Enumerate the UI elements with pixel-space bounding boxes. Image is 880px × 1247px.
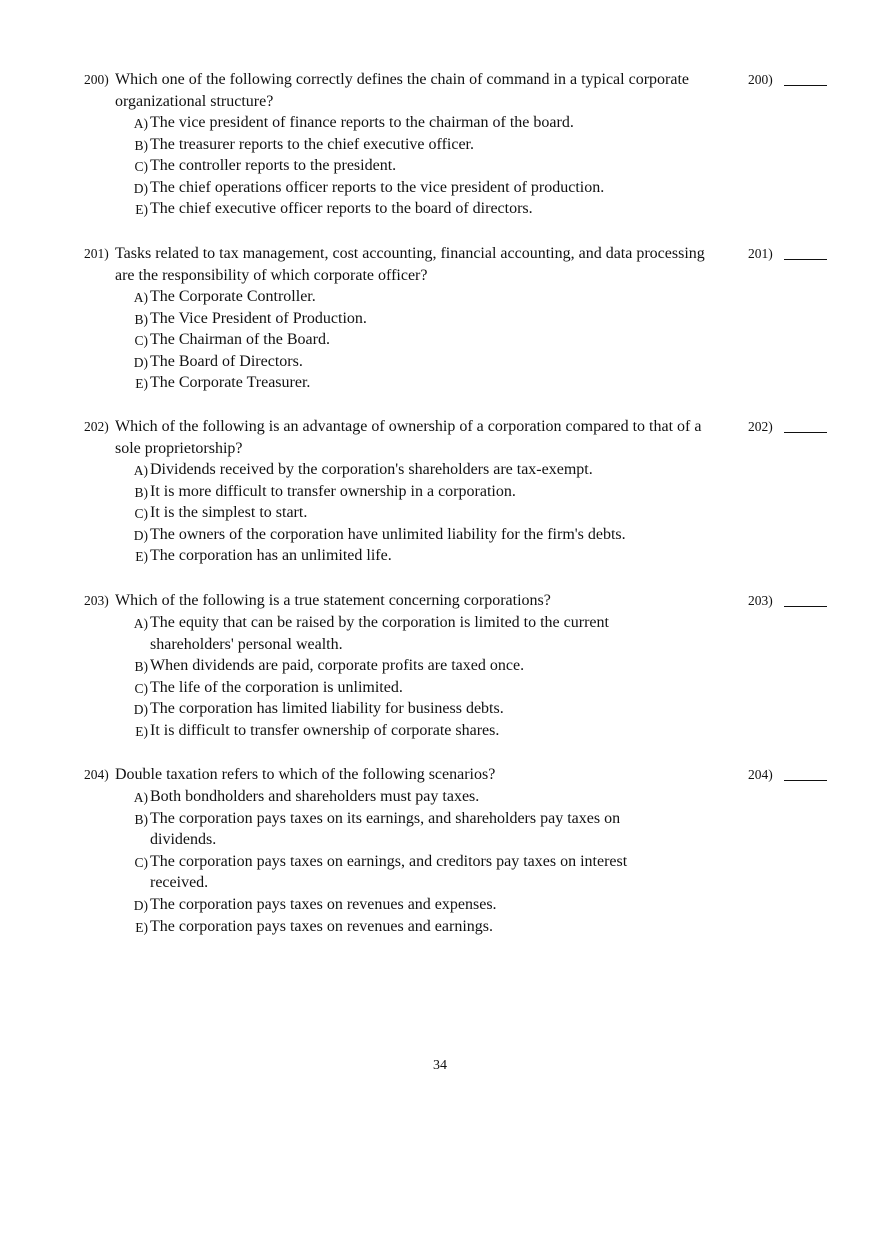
question-text: Double taxation refers to which of the following scenarios?: [115, 766, 496, 783]
question-text: Which of the following is a true statement concerning corporations?: [115, 592, 551, 609]
option-text: The corporation pays taxes on earnings, and creditors pay taxes on interest received.: [150, 852, 628, 892]
option-b[interactable]: [131, 308, 671, 330]
option-letter: B): [134, 484, 148, 500]
answer-number: 203): [748, 593, 773, 608]
answer-blank[interactable]: [784, 606, 827, 607]
answer-slot: [748, 764, 830, 786]
option-letter: C): [134, 854, 148, 870]
question-text: Which one of the following correctly defines the chain of command in a typical corporate organizational structure?: [115, 71, 690, 110]
option-letter: A): [133, 290, 148, 305]
option-text: The Vice President of Production.: [150, 309, 367, 327]
option-d[interactable]: [131, 894, 661, 916]
option-letter: B): [134, 811, 148, 827]
option-text: The corporation has limited liability for business debts.: [150, 700, 504, 718]
option-letter: D): [133, 702, 148, 718]
answer-slot: [748, 590, 830, 612]
option-letter: D): [133, 897, 148, 913]
option-letter: E): [135, 919, 148, 935]
option-text: The vice president of finance reports to the chairman of the board.: [150, 114, 574, 131]
option-text: The corporation has an unlimited life.: [150, 547, 392, 565]
option-letter: E): [135, 376, 148, 392]
option-d[interactable]: [131, 177, 671, 199]
answer-slot: [748, 69, 830, 91]
option-text: The owners of the corporation have unlimited liability for the firm's debts.: [150, 525, 626, 543]
option-letter: E): [135, 549, 148, 565]
option-text: The chief operations officer reports to the vice president of production.: [150, 178, 605, 196]
question-number: 204): [84, 767, 109, 782]
option-letter: B): [134, 137, 148, 153]
option-letter: E): [135, 202, 148, 218]
option-e[interactable]: [131, 198, 671, 220]
option-c[interactable]: [131, 851, 661, 894]
option-a[interactable]: [131, 612, 651, 655]
question-number: 200): [84, 72, 109, 87]
option-e[interactable]: [131, 372, 671, 394]
option-c[interactable]: [131, 502, 671, 524]
option-b[interactable]: [131, 134, 671, 156]
option-text: The life of the corporation is unlimited.: [150, 678, 403, 696]
option-b[interactable]: [131, 481, 671, 503]
option-list: [131, 112, 671, 220]
option-letter: B): [134, 311, 148, 327]
option-c[interactable]: [131, 329, 671, 351]
page-number: 34: [433, 1058, 447, 1073]
option-text: The corporation pays taxes on its earnings, and shareholders pay taxes on dividends.: [150, 809, 621, 849]
answer-slot: [748, 416, 830, 438]
option-d[interactable]: [131, 698, 651, 720]
option-letter: A): [133, 616, 148, 631]
option-text: The Board of Directors.: [150, 352, 303, 370]
option-letter: D): [133, 180, 148, 196]
option-list: [131, 286, 671, 394]
option-e[interactable]: [131, 545, 671, 567]
question-number: 201): [84, 246, 109, 261]
option-text: The Chairman of the Board.: [150, 331, 330, 349]
option-c[interactable]: [131, 677, 651, 699]
option-letter: D): [133, 527, 148, 543]
option-text: It is more difficult to transfer ownership in a corporation.: [150, 482, 516, 500]
option-text: The corporation pays taxes on revenues and earnings.: [150, 917, 493, 935]
question-text: Which of the following is an advantage of ownership of a corporation compared to that of a sole proprietorship?: [115, 418, 702, 457]
option-b[interactable]: [131, 655, 651, 677]
question-text: Tasks related to tax management, cost accounting, financial accounting, and data processing are the responsibility of which corporate officer?: [115, 245, 705, 284]
option-letter: C): [134, 159, 148, 175]
option-text: The corporation pays taxes on revenues and expenses.: [150, 895, 497, 913]
option-a[interactable]: [131, 286, 671, 308]
option-text: The equity that can be raised by the corporation is limited to the current shareholders' personal wealth.: [150, 614, 609, 653]
option-letter: E): [135, 723, 148, 739]
option-text: Both bondholders and shareholders must pay taxes.: [150, 788, 480, 805]
option-a[interactable]: [131, 459, 671, 481]
option-list: [131, 786, 661, 937]
option-letter: B): [134, 659, 148, 675]
answer-slot: [748, 243, 830, 265]
option-text: It is difficult to transfer ownership of corporate shares.: [150, 721, 500, 739]
option-letter: D): [133, 354, 148, 370]
option-a[interactable]: [131, 112, 671, 134]
option-e[interactable]: [131, 720, 651, 742]
option-list: [131, 459, 671, 567]
option-letter: C): [134, 333, 148, 349]
option-letter: C): [134, 506, 148, 522]
answer-number: 201): [748, 246, 773, 261]
option-b[interactable]: [131, 808, 661, 851]
answer-blank[interactable]: [784, 780, 827, 781]
option-letter: C): [134, 680, 148, 696]
option-c[interactable]: [131, 155, 671, 177]
question-number: 203): [84, 593, 109, 608]
option-text: When dividends are paid, corporate profits are taxed once.: [150, 657, 525, 675]
option-e[interactable]: [131, 916, 661, 938]
option-letter: A): [133, 463, 148, 478]
option-text: Dividends received by the corporation's shareholders are tax-exempt.: [150, 461, 593, 478]
option-letter: A): [133, 116, 148, 131]
question-number: 202): [84, 419, 109, 434]
option-text: The treasurer reports to the chief executive officer.: [150, 135, 474, 153]
option-letter: A): [133, 790, 148, 805]
answer-blank[interactable]: [784, 85, 827, 86]
option-text: The Corporate Treasurer.: [150, 374, 311, 392]
option-d[interactable]: [131, 351, 671, 373]
option-text: The chief executive officer reports to the board of directors.: [150, 200, 533, 218]
answer-blank[interactable]: [784, 432, 827, 433]
option-list: [131, 612, 651, 742]
answer-number: 204): [748, 767, 773, 782]
option-text: It is the simplest to start.: [150, 504, 308, 522]
option-text: The controller reports to the president.: [150, 157, 397, 175]
answer-number: 200): [748, 72, 773, 87]
option-text: The Corporate Controller.: [150, 288, 316, 305]
option-a[interactable]: [131, 786, 661, 808]
option-d[interactable]: [131, 524, 671, 546]
answer-number: 202): [748, 419, 773, 434]
answer-blank[interactable]: [784, 259, 827, 260]
